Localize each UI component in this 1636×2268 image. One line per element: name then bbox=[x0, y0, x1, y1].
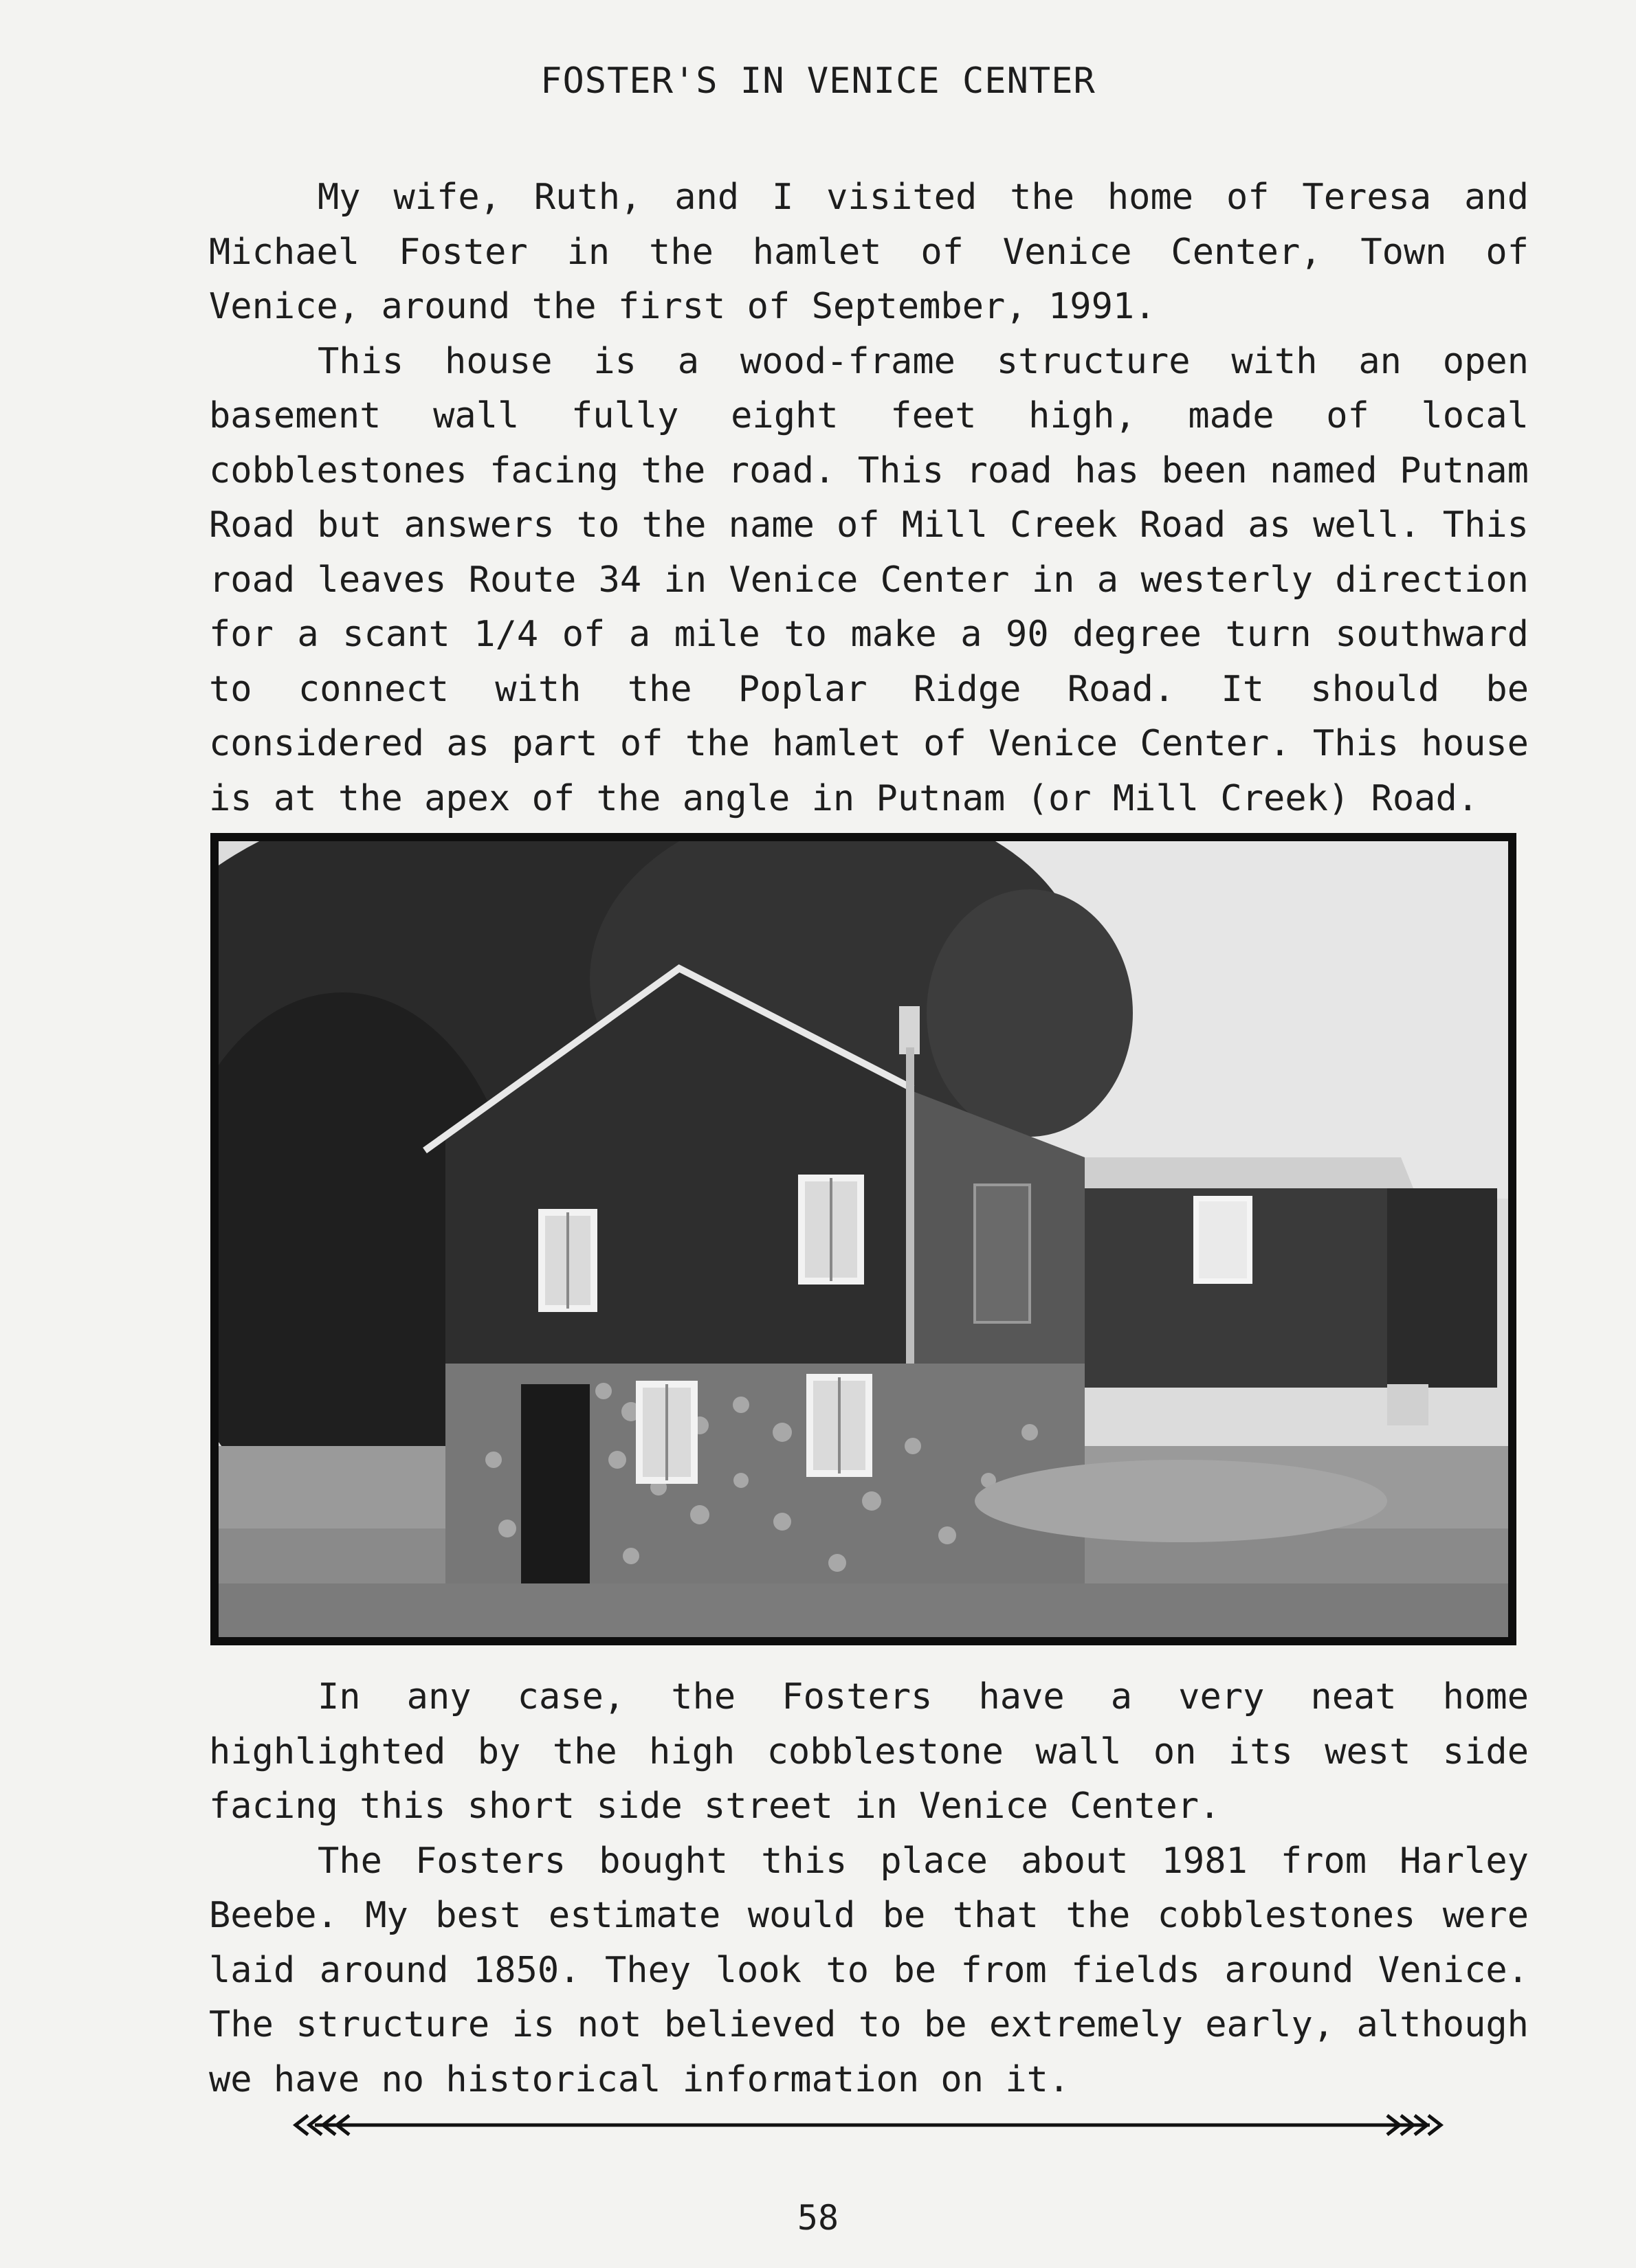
house-photo bbox=[210, 833, 1516, 1645]
page-number: 58 bbox=[797, 2198, 839, 2238]
paragraph: The Fosters bought this place about 1981 from Harley Beebe. My best estimate would be that the cobblestones were laid around 1850. They look to be from fields around Venice. The structure is not believed to be extremely early, although we have no historical information on it. bbox=[209, 1840, 1529, 2100]
decorative-arrow-rule bbox=[287, 2110, 1457, 2140]
house-photo-illustration bbox=[219, 841, 1508, 1637]
body-text-top bbox=[209, 170, 1529, 826]
page-title: FOSTER'S IN VENICE CENTER bbox=[540, 60, 1096, 102]
paragraph: This house is a wood-frame structure with an open basement wall fully eight feet high, made of local cobblestones facing the road. This road has been named Putnam Road but answers to the name of Mill Creek Road as well. This road leaves Route 34 in Venice Center in a westerly direction for a scant 1/4 of a mile to make a 90 degree turn southward to connect with the Poplar Ridge Road. It should be considered as part of the hamlet of Venice Center. This house is at the apex of the angle in Putnam (or Mill Creek) Road. bbox=[209, 340, 1529, 819]
paragraph: In any case, the Fosters have a very neat home highlighted by the high cobblestone wall on its west side facing this short side street in Venice Center. bbox=[209, 1676, 1529, 1827]
paragraph: My wife, Ruth, and I visited the home of Teresa and Michael Foster in the hamlet of Venice Center, Town of Venice, around the first of September, 1991. bbox=[209, 177, 1529, 327]
body-text-bottom bbox=[209, 1670, 1529, 2107]
